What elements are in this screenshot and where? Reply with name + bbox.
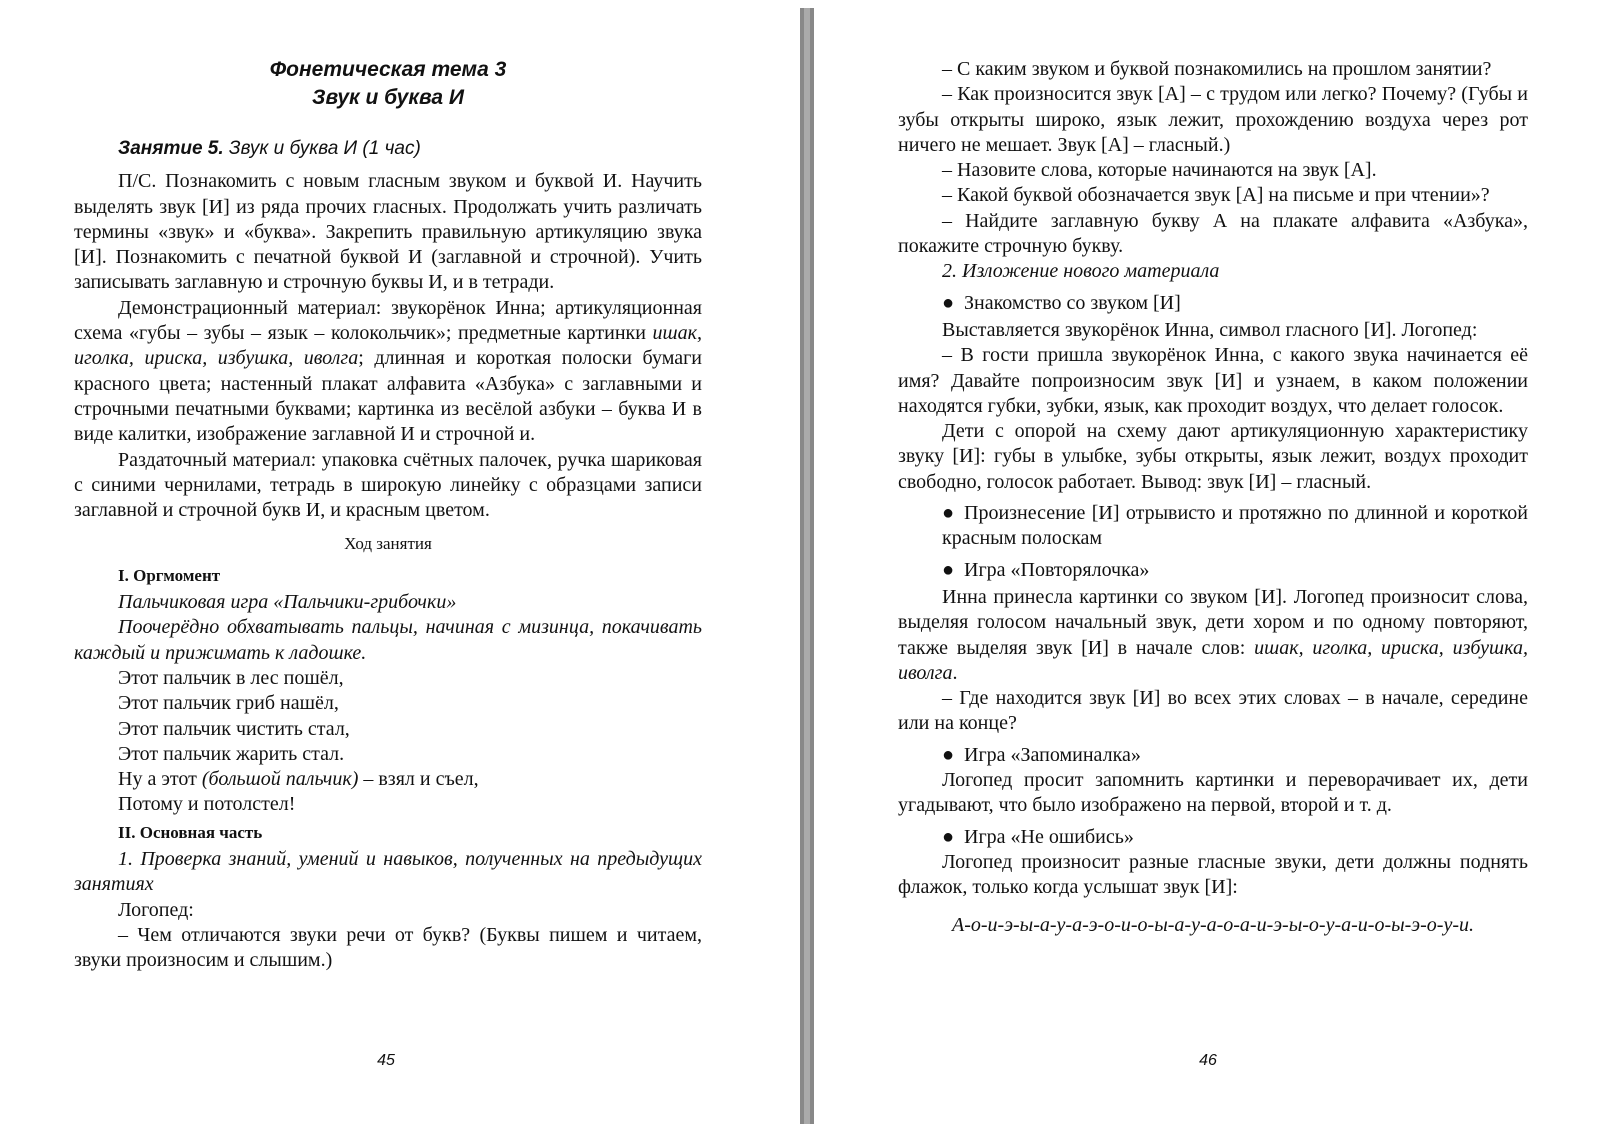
bullet-item (898, 291, 1528, 316)
poem-line: Этот пальчик в лес пошёл, (118, 666, 344, 689)
poem-line: Потому и потолстел! (118, 793, 296, 816)
body-paragraph: Дети с опорой на схему дают артикуляционную характеристику звуку [И]: губы в улыбке, зубы открыты, язык лежит, воздух проходит свободно, голосок работает. Вывод: звук [И] – гласный. (898, 420, 1528, 493)
vowel-sequence: А-о-и-э-ы-а-у-а-э-о-и-о-ы-а-у-а-о-а-и-э-ы-о-у-а-и-о-ы-э-о-у-и. (952, 913, 1474, 936)
example-words: ишак, иголка, ириска, избушка, иволга (898, 636, 1529, 684)
question-paragraph: – Где находится звук [И] во всех этих словах – в начале, середине или на конце? (898, 687, 1528, 735)
poem-line: Этот пальчик гриб нашёл, (118, 692, 339, 715)
bullet-item (898, 558, 1528, 583)
bullet-text: Произнесение [И] отрывисто и протяжно по длинной и короткой красным полоскам (942, 502, 1528, 550)
left-column (74, 0, 702, 974)
goals-paragraph: П/С. Познакомить с новым гласным звуком и буквой И. Научить выделять звук [И] из ряда прочих гласных. Продолжать учить различать термины «звук» и «буква». Закрепить правильную артикуляцию звука [И]. Познакомить с печатной буквой И (заглавной и строчной). Учить записывать заглавную и строчную буквы И, и в тетради. (74, 170, 702, 294)
section-org-heading: I. Оргмомент (118, 565, 221, 585)
left-page (0, 0, 800, 1132)
question-paragraph: – Как произносится звук [А] – с трудом или легко? Почему? (Губы и зубы открыты широко, язык лежит, прохождению воздуха через рот ничего не мешает. Звук [А] – гласный.) (898, 83, 1528, 156)
lesson-heading (74, 136, 702, 161)
demo-material-paragraph (74, 296, 702, 448)
topic-title: Фонетическая тема 3 (269, 58, 507, 81)
book-spine (800, 8, 814, 1124)
page-number: 45 (377, 1052, 395, 1069)
lesson-number: Занятие 5. (118, 138, 224, 159)
bullet-icon: ● (942, 825, 955, 848)
bullet-icon: ● (942, 743, 955, 766)
bullet-icon: ● (942, 558, 955, 581)
question-paragraph: – Назовите слова, которые начинаются на звук [А]. (942, 159, 1377, 182)
bullet-icon: ● (942, 502, 955, 525)
demo-words: ишак, иголка, ириска, избушка, иволга (74, 322, 702, 370)
demo-text-b: ; длинная и короткая полоски бумаги красного цвета; настенный плакат алфавита «Азбука» с заглавными и строчными печатными буквами; картинка из весёлой азбуки – буква И в виде калитки, изображение заглавной И и строчной и. (74, 347, 702, 446)
poem-line: Этот пальчик жарить стал. (118, 742, 345, 765)
body-text: . (952, 661, 958, 684)
bullet-text: Игра «Повторялочка» (964, 558, 1150, 581)
check-subheading: 1. Проверка знаний, умений и навыков, полученных на предыдущих занятиях (74, 848, 702, 896)
question-paragraph: – Какой буквой обозначается звук [А] на письме и при чтении»? (942, 184, 1490, 207)
poem-text: Ну а этот (118, 768, 202, 791)
poem-text: – взял и съел, (358, 768, 479, 791)
logoped-label: Логопед: (118, 898, 194, 921)
body-paragraph: – В гости пришла звукорёнок Инна, с какого звука начинается её имя? Давайте попроизносим звук [И] и узнаем, в каком положении находятся губки, зубки, язык, как проходит воздух, что делает голосок. (898, 344, 1528, 417)
bullet-item (898, 825, 1528, 850)
poem-note: (большой пальчик) (201, 768, 359, 791)
finger-game-title: Пальчиковая игра «Пальчики-грибочки» (118, 591, 457, 614)
bullet-text: Знакомство со звуком [И] (964, 291, 1181, 314)
question-paragraph: – Чем отличаются звуки речи от букв? (Буквы пишем и читаем, звуки произносим и слышим.) (74, 923, 702, 972)
lesson-name: Звук и буква И (1 час) (223, 138, 421, 159)
right-page (818, 0, 1601, 1132)
body-paragraph (898, 585, 1528, 686)
body-paragraph: Логопед произносит разные гласные звуки, дети должны поднять флажок, только когда услышат звук [И]: (898, 850, 1528, 899)
question-paragraph: – Найдите заглавную букву А на плакате алфавита «Азбука», покажите строчную букву. (898, 209, 1528, 258)
body-text: Инна принесла картинки со звуком [И]. Логопед произносит слова, выделяя голосом начальный звук, дети хором и по одному повторяют, также выделяя звук [И] в начале слов: (898, 585, 1528, 659)
bullet-item (898, 501, 1528, 552)
bullet-text: Игра «Не ошибись» (964, 825, 1134, 848)
handout-paragraph: Раздаточный материал: упаковка счётных палочек, ручка шариковая с синими чернилами, тетрадь в широкую линейку с образцами записи заглавной и строчной букв И, и красным цветом. (74, 448, 702, 522)
question-paragraph: – С каким звуком и буквой познакомились на прошлом занятии? (942, 58, 1492, 80)
finger-game-instruction: Поочерёдно обхватывать пальцы, начиная с мизинца, покачивать каждый и прижимать к ладошке. (74, 616, 702, 664)
new-material-subheading: 2. Изложение нового материала (942, 260, 1220, 283)
section-main-heading: II. Основная часть (118, 822, 263, 842)
bullet-icon: ● (942, 291, 955, 314)
right-column (898, 0, 1528, 938)
poem-line: Этот пальчик чистить стал, (118, 717, 350, 740)
topic-subtitle: Звук и буква И (311, 86, 465, 109)
body-paragraph: Выставляется звукорёнок Инна, символ гласного [И]. Логопед: (942, 318, 1478, 341)
body-paragraph: Логопед просит запомнить картинки и переворачивает их, дети угадывают, что было изображено на первой, второй и т. д. (898, 769, 1528, 817)
bullet-text: Игра «Запоминалка» (964, 743, 1141, 766)
poem-line (74, 767, 702, 792)
bullet-item (898, 743, 1528, 768)
lesson-course-heading: Ход занятия (344, 534, 432, 554)
demo-text-a: Демонстрационный материал: звукорёнок Инна; артикуляционная схема «губы – зубы – язык – колокольчик»; предметные картинки (74, 296, 702, 345)
page-number: 46 (1199, 1052, 1217, 1069)
